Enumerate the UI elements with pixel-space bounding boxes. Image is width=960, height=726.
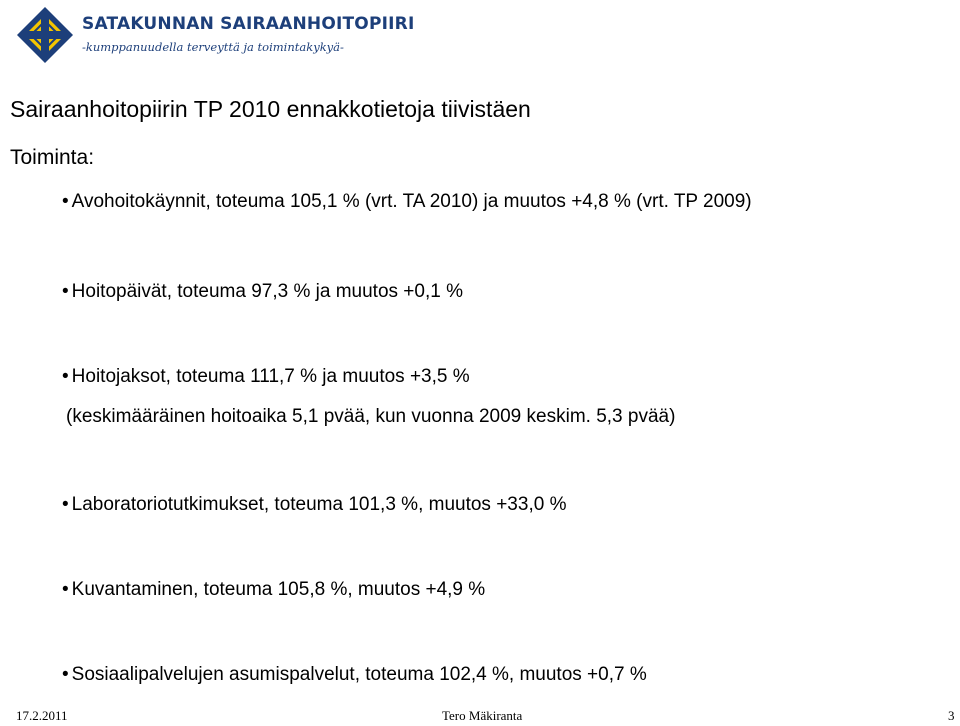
bullet-marker: • — [62, 664, 69, 685]
organization-logo — [16, 6, 415, 66]
bullet-text: Laboratoriotutkimukset, toteuma 101,3 %, muutos +33,0 % — [71, 494, 567, 515]
diamond-cross-icon — [16, 6, 74, 64]
bullet-text: Hoitojaksot, toteuma 111,7 % ja muutos +3,5 % — [71, 366, 470, 387]
bullet-item-outpatient-visits — [62, 191, 752, 213]
bullet-text: Avohoitokäynnit, toteuma 105,1 % (vrt. TA 2010) ja muutos +4,8 % (vrt. TP 2009) — [71, 191, 752, 212]
bullet-marker: • — [62, 191, 69, 212]
bullet-marker: • — [62, 579, 69, 600]
organization-name: SATAKUNNAN SAIRAANHOITOPIIRI — [82, 14, 415, 34]
section-heading: Toiminta: — [10, 146, 95, 169]
bullet-item-care-periods — [62, 366, 470, 388]
bullet-item-imaging — [62, 579, 485, 601]
footer-page-number: 3 — [948, 708, 955, 723]
bullet-item-housing-services — [62, 664, 647, 686]
footer-date: 17.2.2011 — [16, 708, 68, 723]
slide-title: Sairaanhoitopiirin TP 2010 ennakkotietoja tiivistäen — [10, 96, 531, 122]
bullet-marker: • — [62, 366, 69, 387]
bullet-text: Kuvantaminen, toteuma 105,8 %, muutos +4,9 % — [71, 579, 486, 600]
bullet-marker: • — [62, 281, 69, 302]
bullet-note-average-stay: (keskimääräinen hoitoaika 5,1 pvää, kun vuonna 2009 keskim. 5,3 pvää) — [66, 406, 676, 427]
organization-tagline: -kumppanuudella terveyttä ja toimintakykyä- — [82, 40, 344, 54]
bullet-item-laboratory — [62, 494, 566, 516]
bullet-item-care-days — [62, 281, 463, 303]
footer-author: Tero Mäkiranta — [442, 708, 523, 723]
bullet-text: Sosiaalipalvelujen asumispalvelut, toteuma 102,4 %, muutos +0,7 % — [71, 664, 647, 685]
bullet-text: Hoitopäivät, toteuma 97,3 % ja muutos +0,1 % — [71, 281, 463, 302]
bullet-marker: • — [62, 494, 69, 515]
